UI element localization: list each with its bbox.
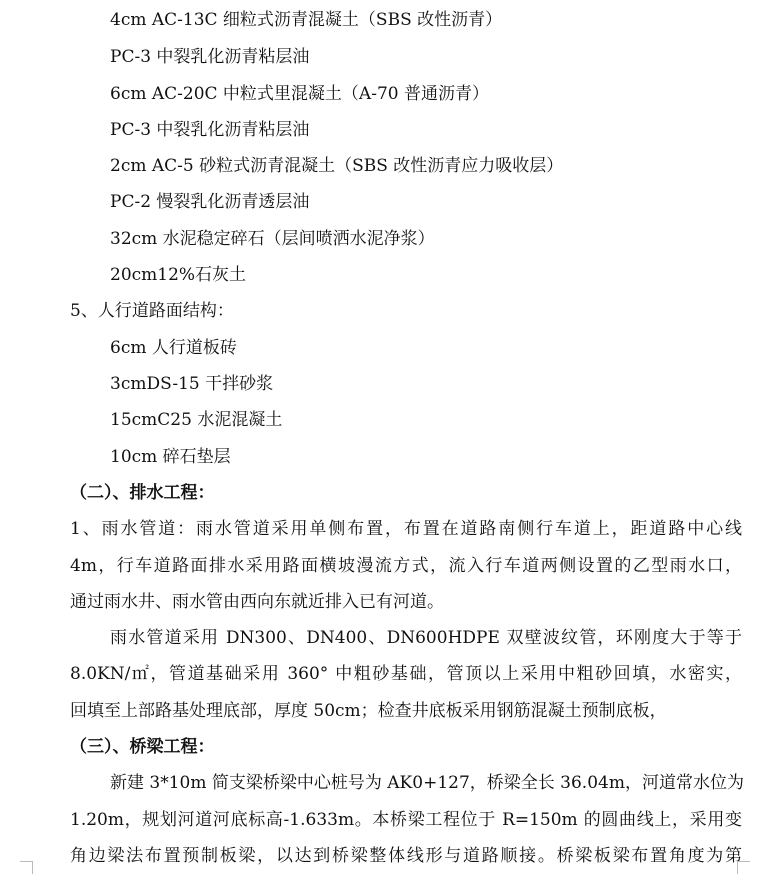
bridge-p1-line-3: 角边梁法布置预制板梁，以达到桥梁整体线形与道路顺接。桥梁板梁布置角度为第 — [70, 846, 742, 866]
page-corner-mark-right — [737, 861, 750, 874]
pavement-layer-5: 2cm AC-5 砂粒式沥青混凝土（SBS 改性沥青应力吸收层） — [110, 156, 564, 176]
drainage-p2-line-3: 回填至上部路基处理底部，厚度 50cm；检查井底板采用钢筋混凝土预制底板， — [70, 701, 667, 721]
pavement-layer-4: PC-3 中裂乳化沥青粘层油 — [110, 120, 310, 140]
drainage-p1-line-2: 4m，行车道路面排水采用路面横坡漫流方式，流入行车道两侧设置的乙型雨水口， — [70, 556, 742, 576]
sidewalk-layer-1: 6cm 人行道板砖 — [110, 338, 237, 358]
bridge-p1-line-1: 新建 3*10m 简支梁桥梁中心桩号为 AK0+127，桥梁全长 36.04m，河道常水位为 — [110, 773, 744, 793]
page-corner-mark-left — [20, 861, 33, 874]
pavement-layer-7: 32cm 水泥稳定碎石（层间喷洒水泥净浆） — [110, 229, 435, 249]
pavement-layer-8: 20cm12%石灰土 — [110, 265, 247, 285]
bridge-heading: （三）、桥梁工程： — [70, 737, 215, 757]
sidewalk-layer-3: 15cmC25 水泥混凝土 — [110, 410, 283, 430]
sidewalk-layer-2: 3cmDS-15 干拌砂浆 — [110, 374, 274, 394]
drainage-p2-line-1: 雨水管道采用 DN300、DN400、DN600HDPE 双壁波纹管，环刚度大于等于 — [110, 628, 742, 648]
pavement-layer-3: 6cm AC-20C 中粒式里混凝土（A-70 普通沥青） — [110, 84, 489, 104]
pavement-layer-1: 4cm AC-13C 细粒式沥青混凝土（SBS 改性沥青） — [110, 10, 503, 30]
drainage-heading: （二）、排水工程： — [70, 483, 215, 503]
pavement-layer-6: PC-2 慢裂乳化沥青透层油 — [110, 192, 310, 212]
drainage-p1-line-1: 1、雨水管道：雨水管道采用单侧布置，布置在道路南侧行车道上，距道路中心线 — [70, 519, 742, 539]
drainage-p2-line-2: 8.0KN/㎡，管道基础采用 360° 中粗砂基础，管顶以上采用中粗砂回填，水密实， — [70, 664, 742, 684]
bridge-p1-line-2: 1.20m，规划河道河底标高-1.633m。本桥梁工程位于 R=150m 的圆曲线上，采用变 — [70, 810, 742, 830]
pavement-layer-2: PC-3 中裂乳化沥青粘层油 — [110, 47, 310, 67]
drainage-p1-line-3: 通过雨水井、雨水管由西向东就近排入已有河道。 — [70, 592, 444, 612]
sidewalk-layer-4: 10cm 碎石垫层 — [110, 447, 231, 467]
sidewalk-heading: 5、人行道路面结构： — [70, 301, 234, 321]
